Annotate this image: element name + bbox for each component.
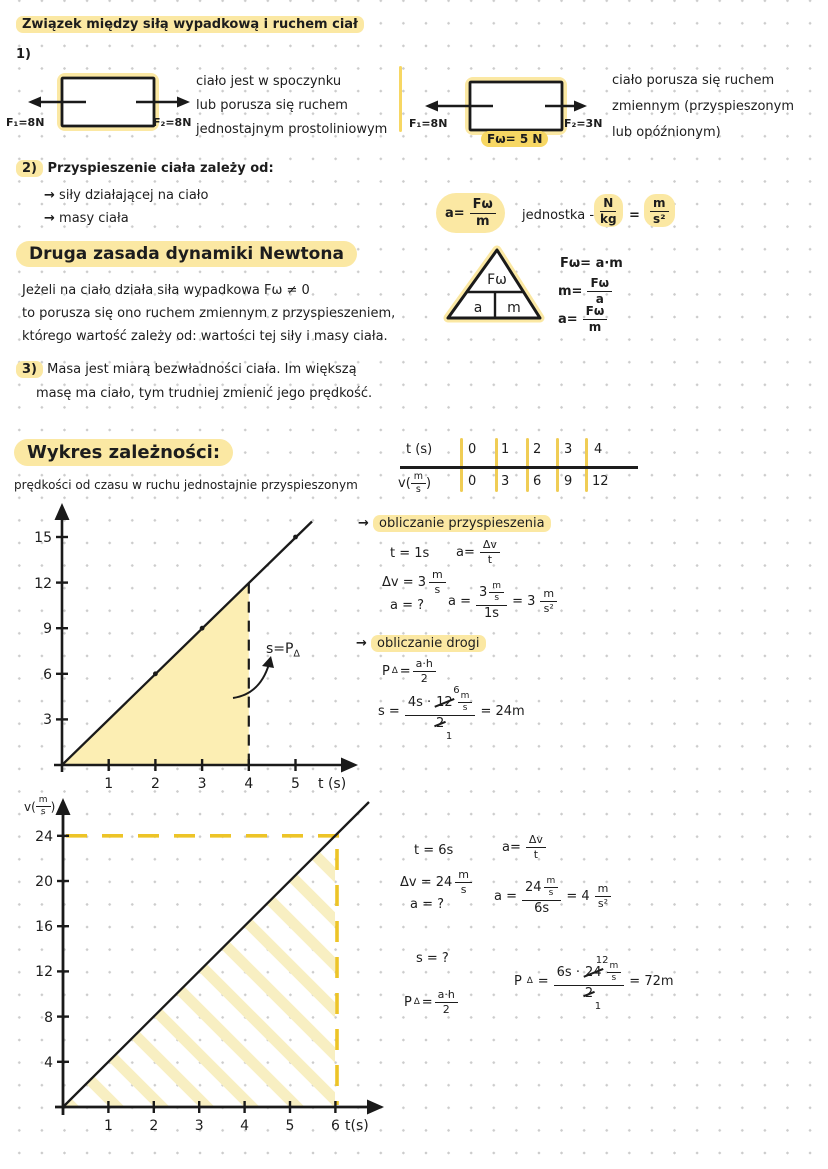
calc2-distance-result: P ∆ = 6s · 24 12 $\frac{m}{s}$ 2 1 = 72m bbox=[514, 955, 674, 1012]
y-tick-label: 15 bbox=[34, 530, 52, 546]
table-cell: 0 bbox=[468, 474, 477, 489]
y-tick-label: 4 bbox=[44, 1055, 53, 1071]
item3-number: 3) bbox=[16, 361, 43, 378]
table-header-t: t (s) bbox=[406, 442, 433, 457]
area-annotation: $s=P_\Delta$ bbox=[266, 641, 300, 660]
calc2-result: a = 24 $\frac{m}{s}$ 6s = 4 $\frac{m}{\text{s²}}$ bbox=[494, 877, 611, 916]
section-divider bbox=[399, 66, 402, 132]
force-label-f2: F₂=8N bbox=[153, 116, 192, 129]
newton-line2: to porusza się ono ruchem zmiennym z przyspieszeniem, bbox=[22, 306, 396, 321]
newton-line1: Jeżeli na ciało działa siła wypadkowa Fω ≠ 0 bbox=[22, 283, 310, 298]
velocity-time-graph-1 bbox=[22, 498, 367, 793]
y-axis-arrowhead-icon bbox=[55, 503, 70, 520]
x-tick-label: 4 bbox=[244, 776, 254, 792]
item2-bullet2: → masy ciała bbox=[44, 211, 129, 226]
y-tick-label: 20 bbox=[35, 874, 53, 890]
calc-acc-result: a = 3 $\frac{m}{s}$ 1s = 3 $\frac{m}{\text{s²}}$ bbox=[448, 582, 557, 621]
calc2-question: a = ? bbox=[410, 897, 445, 912]
x-tick-label: 1 bbox=[103, 1118, 113, 1134]
calc2-distance-question: s = ? bbox=[416, 951, 449, 966]
arrowhead-right-icon bbox=[574, 101, 587, 112]
table-cell: 1 bbox=[501, 442, 510, 457]
y-tick-label: 24 bbox=[35, 829, 53, 845]
calc-acc-formula: a= $\frac{\Delta v}{t}$ bbox=[456, 539, 500, 565]
balanced-note-line2: lub porusza się ruchem bbox=[196, 98, 348, 113]
unbalanced-note-line2: zmiennym (przyspieszonym bbox=[612, 99, 795, 114]
force-label-f1: F₁=8N bbox=[409, 117, 448, 130]
triangle-bottom-left-label: a bbox=[473, 300, 483, 316]
item3-line1: 3) Masa jest miarą bezwładności ciała. Im większą bbox=[16, 362, 357, 377]
table-rule bbox=[400, 466, 638, 469]
x-tick-label: 2 bbox=[150, 776, 160, 792]
newton-heading: Druga zasada dynamiki Newtona bbox=[16, 244, 357, 264]
table-cell: 0 bbox=[468, 442, 477, 457]
item2-bullet1: → siły działającej na ciało bbox=[44, 188, 209, 203]
x-axis-arrowhead-icon bbox=[341, 758, 358, 773]
arrow-bullet-icon: → bbox=[44, 211, 55, 226]
velocity-time-graph-2 bbox=[18, 793, 398, 1148]
y-axis-arrowhead-icon bbox=[56, 798, 71, 815]
table-header-v: v( $\frac{m}{s}$ ) bbox=[398, 471, 432, 495]
x-tick-label: 4 bbox=[240, 1118, 250, 1134]
item2-heading: 2) Przyspieszenie ciała zależy od: bbox=[16, 161, 274, 176]
triangle-bottom-right-label: m bbox=[507, 300, 521, 316]
chart-section-subtitle: prędkości od czasu w ruchu jednostajnie przyspieszonym bbox=[14, 478, 358, 492]
x-tick-label: 5 bbox=[285, 1118, 295, 1134]
triangle-formula-3: a= $\frac{F\omega}{m}$ bbox=[558, 305, 607, 333]
table-cell: 9 bbox=[564, 474, 573, 489]
y-axis-label: v( $\frac{m}{s}$ ) bbox=[24, 795, 56, 818]
data-point bbox=[293, 535, 298, 540]
item2-number: 2) bbox=[16, 160, 43, 177]
table-cell: 4 bbox=[594, 442, 603, 457]
unit-equals: = bbox=[629, 208, 640, 223]
table-cell: 3 bbox=[501, 474, 510, 489]
x-tick-label: 6 bbox=[330, 1118, 340, 1134]
table-cell: 6 bbox=[533, 474, 542, 489]
calc2-given-dv: Δv = 24 $\frac{m}{s}$ bbox=[400, 869, 472, 895]
y-tick-label: 8 bbox=[44, 1010, 53, 1026]
arrowhead-left-icon bbox=[28, 97, 41, 108]
data-point bbox=[200, 626, 205, 631]
y-tick-label: 12 bbox=[34, 576, 52, 592]
data-point bbox=[153, 671, 158, 676]
y-tick-label: 16 bbox=[35, 919, 53, 935]
unbalanced-note-line3: lub opóźnionym) bbox=[612, 125, 721, 140]
table-divider bbox=[585, 438, 588, 492]
calc-distance-formula: P ∆ = $\frac{a\cdot h}{2}$ bbox=[382, 658, 436, 684]
table-divider bbox=[556, 438, 559, 492]
calc-acceleration-heading: → obliczanie przyspieszenia bbox=[358, 516, 551, 531]
y-tick-label: 12 bbox=[35, 964, 53, 980]
newton-line3: którego wartość zależy od: wartości tej siły i masy ciała. bbox=[22, 329, 388, 344]
force-label-f1: F₁=8N bbox=[6, 116, 45, 129]
triangle-formula-1: Fω= a·m bbox=[560, 256, 623, 271]
arrow-bullet-icon: → bbox=[44, 188, 55, 203]
table-divider bbox=[495, 438, 498, 492]
unit-fraction-m-s2: $\frac{m}{\text{s²}}$ bbox=[644, 194, 675, 227]
item1-number: 1) bbox=[16, 47, 31, 62]
table-cell: 2 bbox=[533, 442, 542, 457]
x-tick-label: 2 bbox=[149, 1118, 159, 1134]
x-tick-label: 3 bbox=[194, 1118, 204, 1134]
title-highlight: Związek między siłą wypadkową i ruchem ciał bbox=[16, 16, 364, 33]
x-tick-label: 3 bbox=[197, 776, 207, 792]
arrow-bullet-icon: → bbox=[358, 516, 369, 531]
y-tick-label: 3 bbox=[43, 712, 52, 728]
unit-fraction-n-kg: $\frac{N}{kg}$ bbox=[594, 194, 623, 227]
fraction-fw-m: $\frac{F\omega}{m}$ bbox=[470, 198, 496, 228]
x-axis-arrowhead-icon bbox=[367, 1100, 384, 1115]
x-tick-label: 5 bbox=[291, 776, 300, 792]
y-tick-label: 9 bbox=[43, 621, 52, 637]
calc-acc-given-t: t = 1s bbox=[390, 546, 430, 561]
table-divider bbox=[526, 438, 529, 492]
calc2-distance-formula: P ∆ = $\frac{a\cdot h}{2}$ bbox=[404, 989, 458, 1015]
calc-acc-question: a = ? bbox=[390, 598, 425, 613]
calc-distance-heading: → obliczanie drogi bbox=[356, 636, 486, 651]
x-axis-label: t (s) bbox=[318, 776, 347, 792]
formula-triangle bbox=[436, 246, 556, 334]
arrowhead-right-icon bbox=[177, 97, 190, 108]
page-title bbox=[16, 17, 364, 32]
balanced-note-line3: jednostajnym prostoliniowym bbox=[196, 122, 388, 137]
chart-section-heading: Wykres zależności: bbox=[14, 442, 233, 463]
calc-distance-result: s = 4s · 12 6 $\frac{m}{s}$ 2 1 = 24m bbox=[378, 685, 525, 742]
x-axis-label: t(s) bbox=[345, 1118, 369, 1134]
calc-acc-given-dv: Δv = 3 $\frac{m}{s}$ bbox=[382, 569, 446, 595]
arrow-bullet-icon: → bbox=[356, 636, 367, 651]
net-force-label: Fω= 5 N bbox=[481, 132, 548, 146]
force-label-f2: F₂=3N bbox=[564, 117, 603, 130]
unbalanced-note-line1: ciało porusza się ruchem bbox=[612, 73, 775, 88]
velocity-time-table bbox=[398, 438, 658, 496]
item3-line2: masę ma ciało, tym trudniej zmienić jego prędkość. bbox=[36, 386, 373, 401]
triangle-formula-2: m= $\frac{F\omega}{a}$ bbox=[558, 277, 612, 305]
table-divider bbox=[460, 438, 463, 492]
table-cell: 3 bbox=[564, 442, 573, 457]
y-tick-label: 6 bbox=[43, 667, 52, 683]
acceleration-formula: a= $\frac{F\omega}{m}$ bbox=[436, 193, 505, 233]
calc2-given-t: t = 6s bbox=[414, 843, 454, 858]
triangle-top-label: Fω bbox=[487, 272, 507, 288]
calc2-formula: a= $\frac{\Delta v}{t}$ bbox=[502, 834, 546, 860]
balanced-note-line1: ciało jest w spoczynku bbox=[196, 74, 342, 89]
x-tick-label: 1 bbox=[104, 776, 114, 792]
force-diagram-balanced bbox=[18, 66, 208, 142]
arrowhead-left-icon bbox=[425, 101, 438, 112]
table-cell: 12 bbox=[592, 474, 609, 489]
unit-label: jednostka - bbox=[522, 208, 595, 223]
